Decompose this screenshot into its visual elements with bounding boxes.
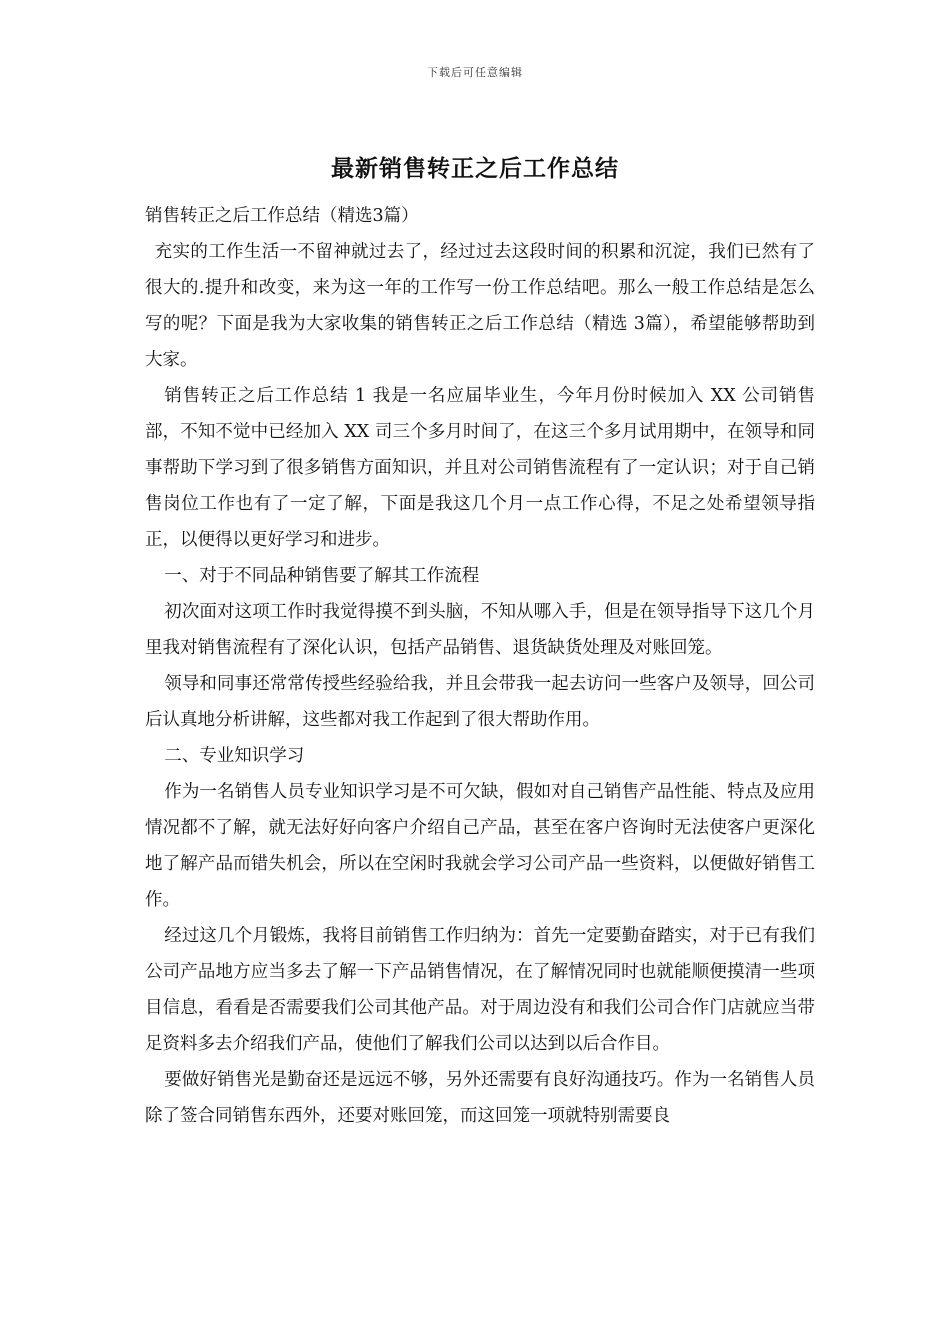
body-paragraph: 经过这几个月锻炼，我将目前销售工作归纳为：首先一定要勤奋踏实，对于已有我们公司产品地方应当多去了解一下产品销售情况，在了解情况同时也就能顺便摸清一些项目信息，看看是否需要我们公司其他产品。对于周边没有和我们公司合作门店就应当带足资料多去介绍我们产品，使他们了解我们公司以达到以后合作目。 — [145, 926, 815, 1054]
section-heading: 二、专业知识学习 — [164, 746, 305, 766]
section-heading: 一、对于不同品种销售要了解其工作流程 — [164, 566, 480, 586]
document-subtitle: 销售转正之后工作总结（精选3篇） — [145, 206, 419, 226]
body-paragraph: 作为一名销售人员专业知识学习是不可欠缺，假如对自己销售产品性能、特点及应用情况都不了解，就无法好好向客户介绍自己产品，甚至在客户咨询时无法使客户更深化地了解产品而错失机会，所以在空闲时我就会学习公司产品一些资料，以便做好销售工作。 — [145, 782, 815, 910]
document-title: 最新销售转正之后工作总结 — [331, 155, 619, 182]
intro-paragraph: 充实的工作生活一不留神就过去了，经过过去这段时间的积累和沉淀，我们已然有了很大的.提升和改变，来为这一年的工作写一份工作总结吧。那么一般工作总结是怎么写的呢？下面是我为大家收集的销售转正之后工作总结（精选 3篇），希望能够帮助到大家。 — [145, 242, 815, 370]
body-paragraph: 销售转正之后工作总结 1 我是一名应届毕业生，今年月份时候加入 XX 公司销售部，不知不觉中已经加入 XX 司三个多月时间了，在这三个多月试用期中，在领导和同事帮助下学习到了很多销售方面知识，并且对公司销售流程有了一定认识；对于自己销售岗位工作也有了一定了解，下面是我这几个月一点工作心得，不足之处希望领导指正，以便得以更好学习和进步。 — [145, 386, 815, 550]
body-paragraph: 初次面对这项工作时我觉得摸不到头脑，不知从哪入手，但是在领导指导下这几个月里我对销售流程有了深化认识，包括产品销售、退货缺货处理及对账回笼。 — [145, 602, 815, 658]
body-paragraph: 领导和同事还常常传授些经验给我，并且会带我一起去访问一些客户及领导，回公司后认真地分析讲解，这些都对我工作起到了很大帮助作用。 — [145, 674, 815, 730]
body-paragraph: 要做好销售光是勤奋还是远远不够，另外还需要有良好沟通技巧。作为一名销售人员除了签合同销售东西外，还要对账回笼，而这回笼一项就特别需要良 — [145, 1070, 815, 1126]
document-body — [145, 198, 815, 1134]
page-header-note: 下载后可任意编辑 — [427, 66, 523, 79]
